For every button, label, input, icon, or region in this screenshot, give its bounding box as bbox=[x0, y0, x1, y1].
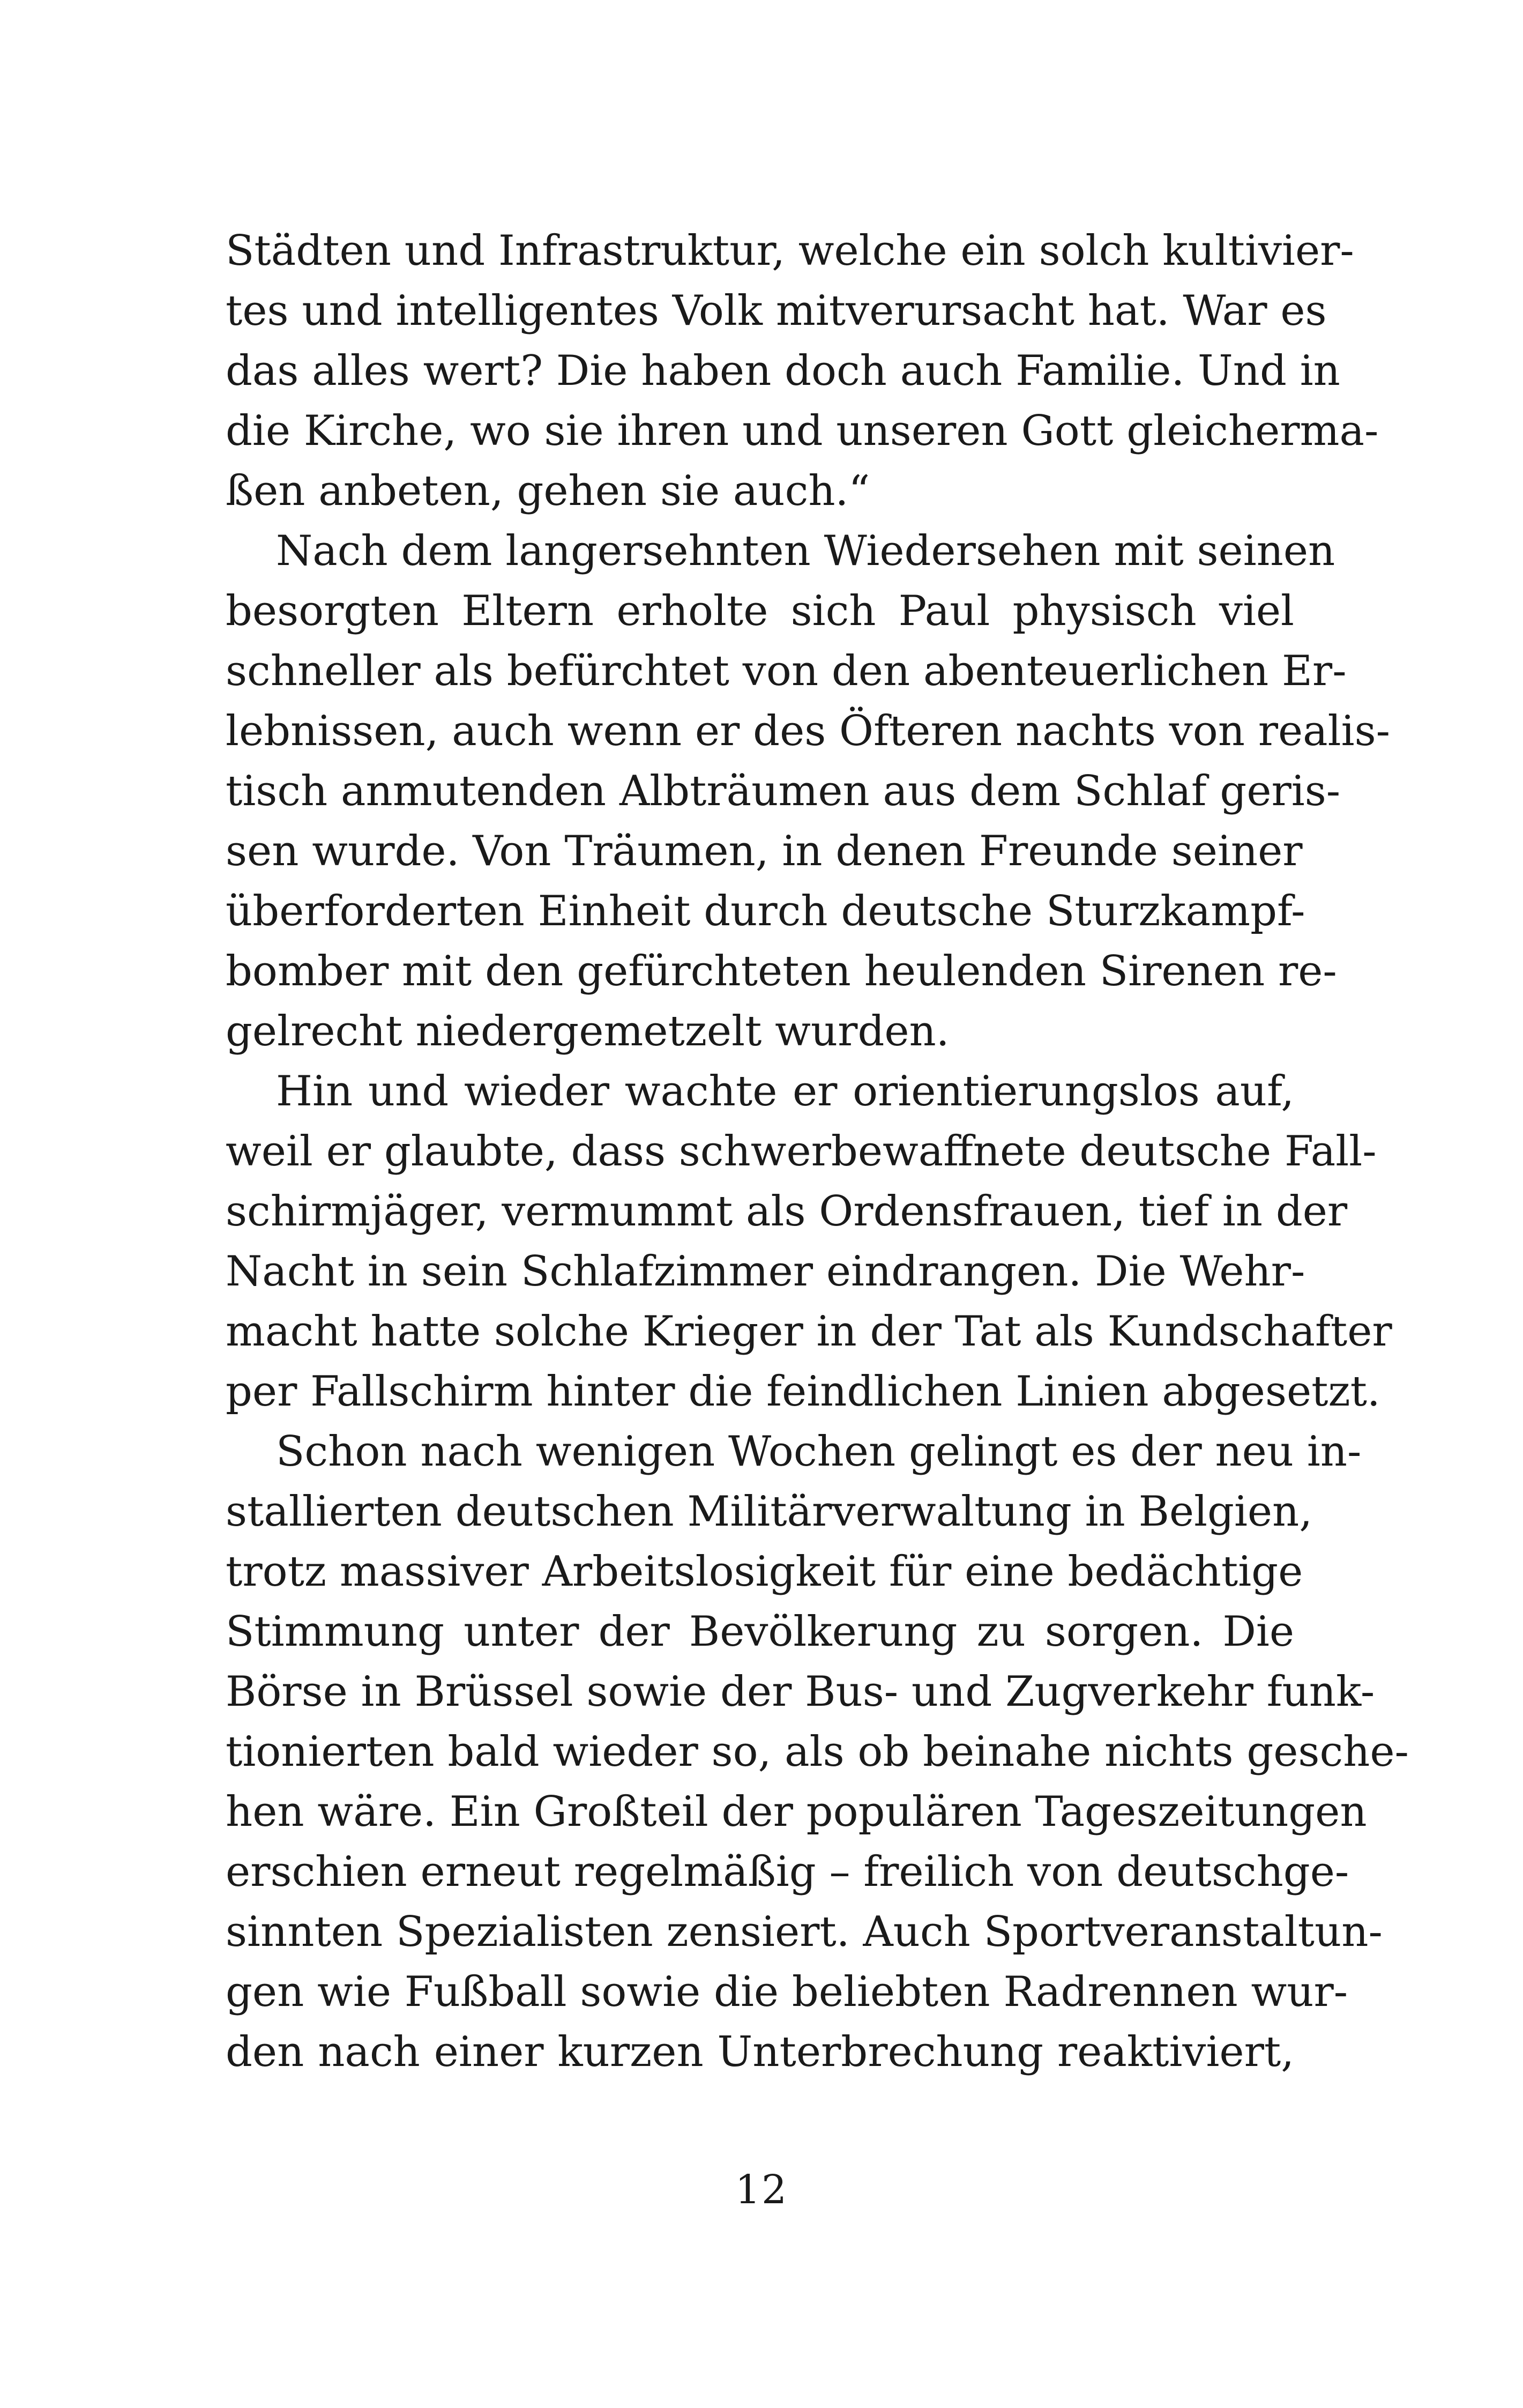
text-line: tisch anmutenden Albträumen aus dem Schlaf geris- bbox=[226, 767, 1341, 815]
text-line: besorgten Eltern erholte sich Paul physisch viel bbox=[226, 587, 1294, 635]
text-line: hen wäre. Ein Großteil der populären Tageszeitungen bbox=[226, 1788, 1367, 1836]
text-line: Nacht in sein Schlafzimmer eindrangen. Die Wehr- bbox=[226, 1247, 1305, 1296]
text-line: schirmjäger, vermummt als Ordensfrauen, tief in der bbox=[226, 1187, 1348, 1236]
paragraph bbox=[226, 1422, 1409, 2082]
text-line: lebnissen, auch wenn er des Öfteren nachts von realis- bbox=[226, 707, 1390, 755]
text-line: trotz massiver Arbeitslosigkeit für eine bedächtige bbox=[226, 1548, 1303, 1596]
text-line: bomber mit den gefürchteten heulenden Sirenen re- bbox=[226, 947, 1337, 995]
paragraph bbox=[226, 1061, 1392, 1422]
body-text bbox=[226, 221, 1409, 2082]
text-line: Börse in Brüssel sowie der Bus- und Zugverkehr funk- bbox=[226, 1668, 1375, 1716]
text-line: weil er glaubte, dass schwerbewaffnete deutsche Fall- bbox=[226, 1127, 1377, 1176]
text-line: den nach einer kurzen Unterbrechung reaktiviert, bbox=[226, 2028, 1294, 2076]
text-line: überforderten Einheit durch deutsche Sturzkampf- bbox=[226, 887, 1305, 935]
text-line: tes und intelligentes Volk mitverursacht hat. War es bbox=[226, 287, 1327, 335]
paragraph bbox=[226, 521, 1390, 1061]
text-line: gen wie Fußball sowie die beliebten Radrennen wur- bbox=[226, 1968, 1348, 2016]
text-line: Hin und wieder wachte er orientierungslos auf, bbox=[276, 1067, 1294, 1116]
text-line: tionierten bald wieder so, als ob beinahe nichts gesche- bbox=[226, 1728, 1409, 1776]
text-line: per Fallschirm hinter die feindlichen Linien abgesetzt. bbox=[226, 1367, 1380, 1416]
text-line: sen wurde. Von Träumen, in denen Freunde seiner bbox=[226, 827, 1303, 875]
text-line: Nach dem langersehnten Wiedersehen mit seinen bbox=[276, 527, 1335, 575]
text-line: das alles wert? Die haben doch auch Familie. Und in bbox=[226, 347, 1340, 395]
text-line: schneller als befürchtet von den abenteuerlichen Er- bbox=[226, 647, 1347, 695]
text-line: macht hatte solche Krieger in der Tat als Kundschafter bbox=[226, 1307, 1392, 1356]
page-number: 12 bbox=[735, 2167, 788, 2213]
text-line: Städten und Infrastruktur, welche ein solch kultivier- bbox=[226, 227, 1354, 275]
text-line: ßen anbeten, gehen sie auch.“ bbox=[226, 467, 870, 515]
paragraph bbox=[226, 221, 1379, 521]
text-line: die Kirche, wo sie ihren und unseren Gott gleicherma- bbox=[226, 407, 1379, 455]
text-line: stallierten deutschen Militärverwaltung in Belgien, bbox=[226, 1488, 1313, 1536]
text-line: sinnten Spezialisten zensiert. Auch Sportveranstaltun- bbox=[226, 1908, 1383, 1956]
text-line: erschien erneut regelmäßig – freilich von deutschge- bbox=[226, 1848, 1349, 1896]
text-line: Schon nach wenigen Wochen gelingt es der neu in- bbox=[276, 1428, 1362, 1476]
text-line: gelrecht niedergemetzelt wurden. bbox=[226, 1007, 950, 1056]
text-line: Stimmung unter der Bevölkerung zu sorgen. Die bbox=[226, 1608, 1294, 1656]
